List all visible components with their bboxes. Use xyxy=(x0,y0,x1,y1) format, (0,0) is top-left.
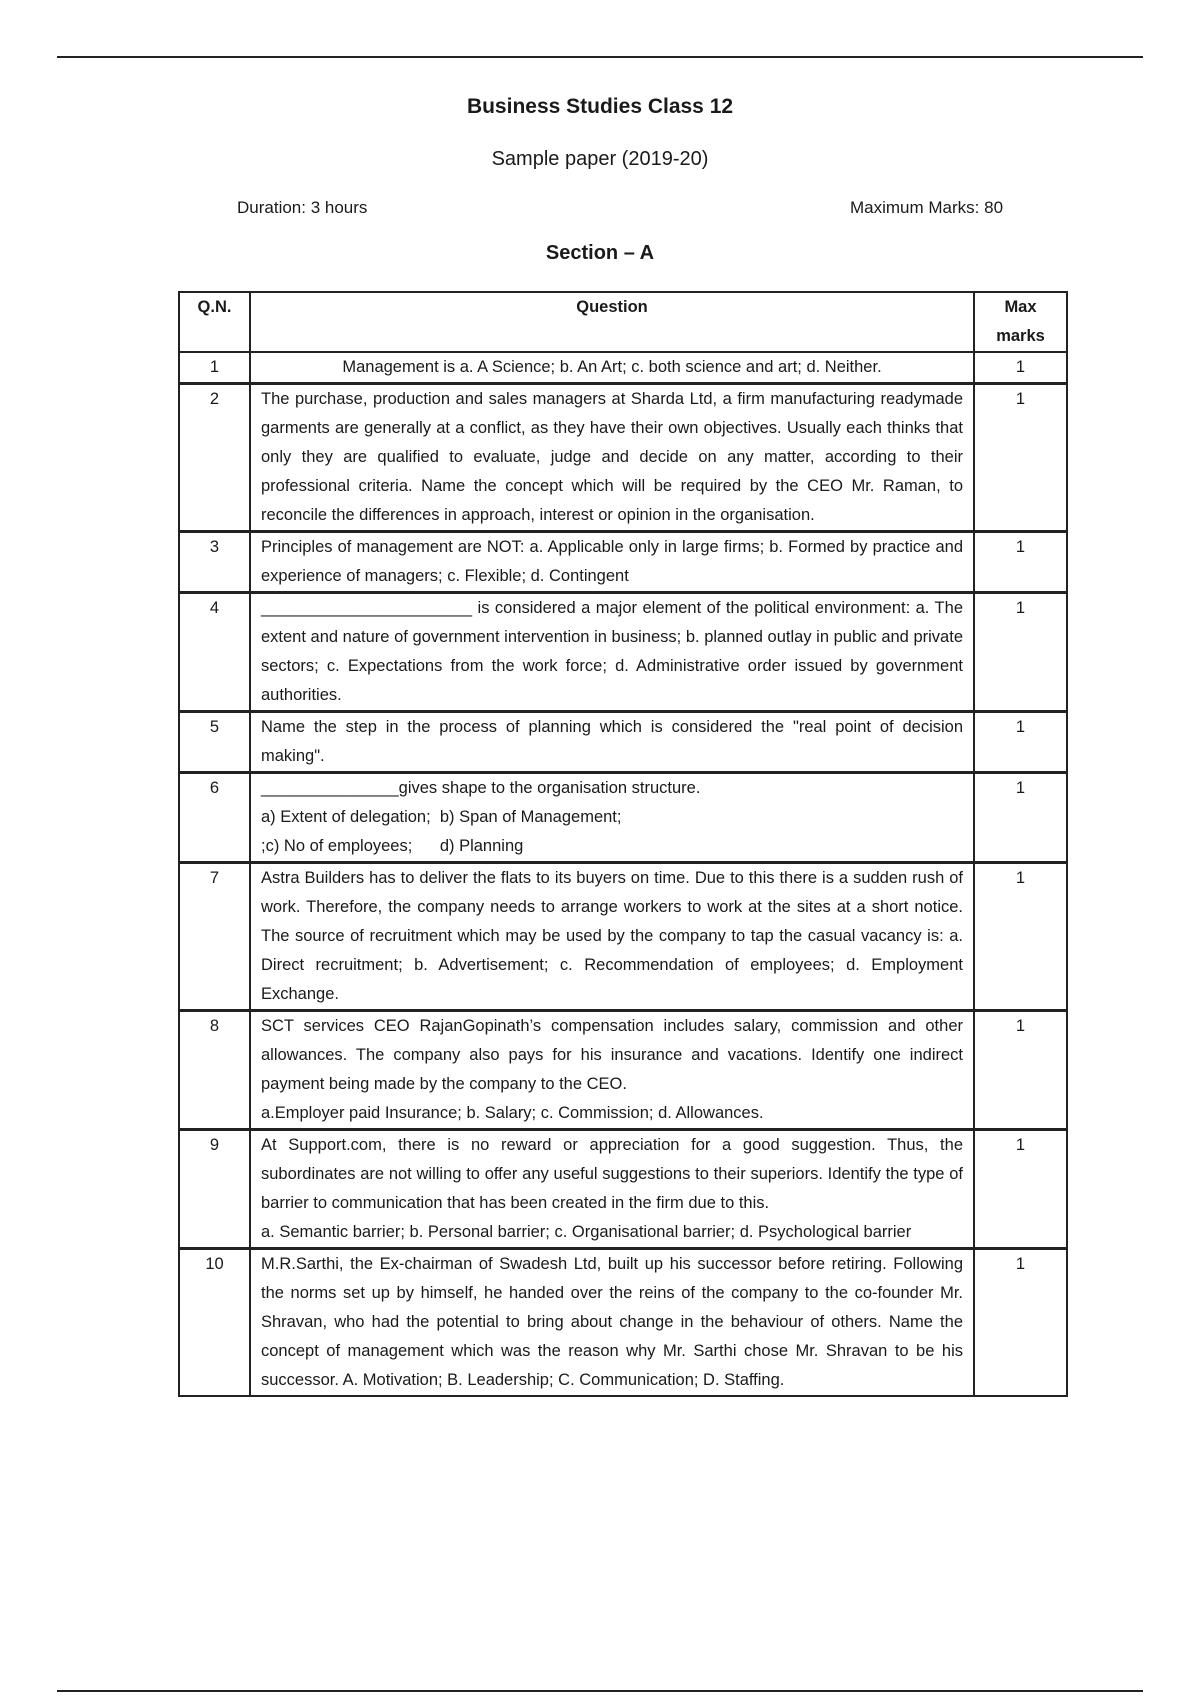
max-marks-label: Maximum Marks: 80 xyxy=(850,198,1004,217)
question-number: 7 xyxy=(179,863,250,1011)
question-line: Principles of management are NOT: a. Applicable only in large firms; b. Formed by practice and experience of managers; c. Flexible; d. Contingent xyxy=(261,538,963,585)
paper-title: Business Studies Class 12 xyxy=(466,95,734,118)
question-text xyxy=(250,1249,974,1397)
question-marks: 1 xyxy=(974,1130,1067,1249)
question-line: Astra Builders has to deliver the flats to its buyers on time. Due to this there is a sudden rush of work. Therefore, the company needs to arrange workers to work at the sites at a short notice. The source of recruitment which may be used by the company to tap the casual vacancy is: a. Direct recruitment; b. Advertisement; c. Recommendation of employees; d. Employment Exchange. xyxy=(261,869,963,1003)
question-line: a. Semantic barrier; b. Personal barrier; c. Organisational barrier; d. Psychological barrier xyxy=(261,1223,912,1241)
question-line: a.Employer paid Insurance; b. Salary; c. Commission; d. Allowances. xyxy=(261,1104,764,1122)
column-header-number: Q.N. xyxy=(179,292,250,352)
section-heading: Section – A xyxy=(545,242,655,264)
question-text xyxy=(250,352,974,384)
question-text xyxy=(250,532,974,593)
question-line: M.R.Sarthi, the Ex-chairman of Swadesh Ltd, built up his successor before retiring. Following the norms set up by himself, he handed over the reins of the company to the co-founder Mr. Shravan, who had the potential to bring about change in the behaviour of others. Name the concept of management which was the reason why Mr. Sarthi chose Mr. Shravan to be his successor. A. Motivation; B. Leadership; C. Communication; D. Staffing. xyxy=(261,1255,963,1389)
question-line: ;c) No of employees; d) Planning xyxy=(261,837,524,855)
question-text xyxy=(250,773,974,863)
bottom-rule xyxy=(57,1690,1143,1692)
table-header-row xyxy=(179,292,1067,352)
table-row xyxy=(179,1011,1067,1130)
table-row xyxy=(179,773,1067,863)
table-row xyxy=(179,1249,1067,1397)
question-text xyxy=(250,712,974,773)
column-header-question: Question xyxy=(250,292,974,352)
question-marks: 1 xyxy=(974,712,1067,773)
question-line: SCT services CEO RajanGopinath’s compensation includes salary, commission and other allowances. The company also pays for his insurance and vacations. Identify one indirect payment being made by the company to the CEO. xyxy=(261,1017,963,1093)
question-line: a) Extent of delegation; b) Span of Management; xyxy=(261,808,622,826)
question-text xyxy=(250,863,974,1011)
table-row xyxy=(179,712,1067,773)
table-row xyxy=(179,1130,1067,1249)
table-row xyxy=(179,863,1067,1011)
question-line: The purchase, production and sales managers at Sharda Ltd, a firm manufacturing readymade garments are generally at a conflict, as they have their own objectives. Usually each thinks that only they are qualified to evaluate, judge and decide on any matter, according to their professional criteria. Name the concept which will be required by the CEO Mr. Raman, to reconcile the differences in approach, interest or opinion in the organisation. xyxy=(261,390,963,524)
question-number: 9 xyxy=(179,1130,250,1249)
question-line: At Support.com, there is no reward or appreciation for a good suggestion. Thus, the subordinates are not willing to offer any useful suggestions to their superiors. Identify the type of barrier to communication that has been created in the firm due to this. xyxy=(261,1136,963,1212)
questions-table xyxy=(178,291,1068,1397)
question-number: 6 xyxy=(179,773,250,863)
paper-subtitle: Sample paper (2019-20) xyxy=(491,148,709,170)
question-number: 4 xyxy=(179,593,250,712)
question-line: _______________gives shape to the organisation structure. xyxy=(261,779,701,797)
question-number: 1 xyxy=(179,352,250,384)
question-text xyxy=(250,384,974,532)
question-marks: 1 xyxy=(974,352,1067,384)
duration-label: Duration: 3 hours xyxy=(237,198,368,217)
question-number: 3 xyxy=(179,532,250,593)
question-marks: 1 xyxy=(974,1011,1067,1130)
question-text xyxy=(250,1011,974,1130)
question-marks: 1 xyxy=(974,863,1067,1011)
question-number: 10 xyxy=(179,1249,250,1397)
column-header-marks xyxy=(974,292,1067,352)
question-line: Management is a. A Science; b. An Art; c. both science and art; d. Neither. xyxy=(342,358,882,376)
column-header-marks-line1: Max xyxy=(1004,298,1037,316)
table-row xyxy=(179,532,1067,593)
question-text xyxy=(250,593,974,712)
question-number: 5 xyxy=(179,712,250,773)
table-row xyxy=(179,593,1067,712)
question-marks: 1 xyxy=(974,532,1067,593)
question-marks: 1 xyxy=(974,1249,1067,1397)
question-number: 2 xyxy=(179,384,250,532)
question-marks: 1 xyxy=(974,593,1067,712)
question-line: _______________________ is considered a major element of the political environment: a. The extent and nature of government intervention in business; b. planned outlay in public and private sectors; c. Expectations from the work force; d. Administrative order issued by government authorities. xyxy=(261,599,963,704)
question-marks: 1 xyxy=(974,384,1067,532)
top-rule xyxy=(57,56,1143,58)
question-text xyxy=(250,1130,974,1249)
question-line: Name the step in the process of planning which is considered the "real point of decision making". xyxy=(261,718,963,765)
column-header-marks-line2: marks xyxy=(996,327,1045,345)
table-row xyxy=(179,352,1067,384)
table-row xyxy=(179,384,1067,532)
question-number: 8 xyxy=(179,1011,250,1130)
question-marks: 1 xyxy=(974,773,1067,863)
